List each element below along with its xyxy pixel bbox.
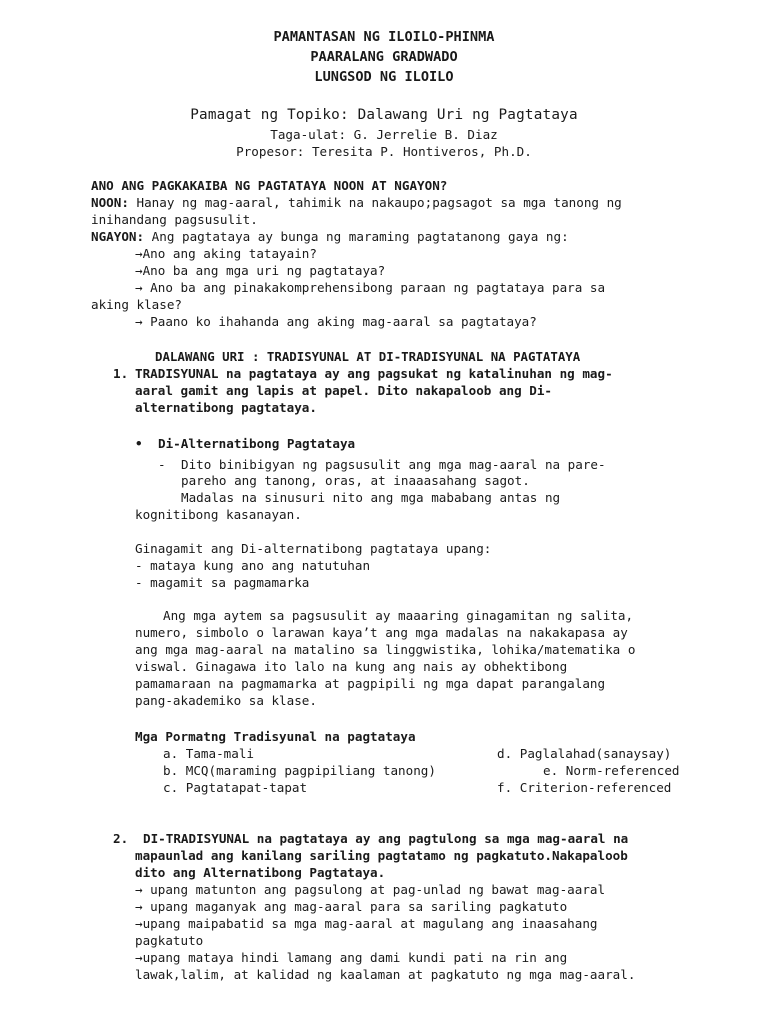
paragraph-line: ang mga mag-aaral na matalino sa linggwistika, lohika/matematika o [135,642,636,657]
paragraph-line: numero, simbolo o larawan kaya’t ang mga madalas na nakakapasa ay [135,625,628,640]
noon-label: NOON: [91,195,129,210]
list-number: 2. [113,831,129,846]
ngayon-line [91,228,569,245]
list-number: 1. [113,366,129,381]
used-item: - mataya kung ano ang natutuhan [135,558,371,573]
format-item: c. Pagtatapat-tapat [163,780,308,795]
question-item: → Ano ba ang pinakakomprehensibong paraan ng pagtataya para sa [135,280,606,295]
item1-text: aaral gamit ang lapis at papel. Dito nakapaloob ang Di- [135,383,553,398]
format-item: e. Norm-referenced [543,763,680,778]
paragraph-line: pang-akademiko sa klase. [135,693,317,708]
noon-line [91,194,622,211]
noon-text-cont: inihandang pagsusulit. [91,212,258,227]
purpose-item-cont: pagkatuto [135,933,204,948]
dash-text: pareho ang tanong, oras, at inaaasahang sagot. [181,473,530,488]
paragraph-line: viswal. Ginagawa ito lalo na kung ang nais ay obhektibong [135,659,568,674]
purpose-item: →upang mataya hindi lamang ang dami kundi pati na rin ang [135,950,568,965]
dash-marker: - [158,457,166,472]
item2-text: DI-TRADISYUNAL na pagtataya ay ang pagtulong sa mga mag-aaral na [143,831,629,846]
purpose-item: →upang maipabatid sa mga mag-aaral at magulang ang inaasahang [135,916,598,931]
format-item: a. Tama-mali [163,746,254,761]
used-item: - magamit sa pagmamarka [135,575,310,590]
purpose-item: → upang maganyak ang mag-aaral para sa sariling pagkatuto [135,899,568,914]
item1-text: TRADISYUNAL na pagtataya ay ang pagsukat ng katalinuhan ng mag- [135,366,613,381]
format-item: b. MCQ(maraming pagpipiliang tanong) [163,763,436,778]
question-item: → Paano ko ihahanda ang aking mag-aaral sa pagtataya? [135,314,537,329]
bullet-title: Di-Alternatibong Pagtataya [158,436,356,451]
dash-text: Madalas na sinusuri nito ang mga mababang antas ng [181,490,561,505]
item2-text: dito ang Alternatibong Pagtataya. [135,865,386,880]
question-item: →Ano ang aking tatayain? [135,246,317,261]
purpose-item-cont: lawak,lalim, at kalidad ng kaalaman at pagkatuto ng mga mag-aaral. [135,967,636,982]
purpose-item: → upang matunton ang pagsulong at pag-unlad ng bawat mag-aaral [135,882,606,897]
section-question: ANO ANG PAGKAKAIBA NG PAGTATAYA NOON AT NGAYON? [91,178,448,193]
paragraph-line: pamamaraan na pagmamarka at pagpipili ng mga dapat parangalang [135,676,606,691]
city-name: LUNGSOD NG ILOILO [314,69,454,85]
dash-text: kognitibong kasanayan. [135,507,302,522]
format-item: f. Criterion-referenced [497,780,672,795]
bullet-dot: • [135,436,143,451]
university-name: PAMANTASAN NG ILOILO-PHINMA [273,29,495,45]
reporter-line: Taga-ulat: G. Jerrelie B. Diaz [270,127,498,142]
item2-text: mapaunlad ang kanilang sariling pagtatamo ng pagkatuto.Nakapaloob [135,848,628,863]
ngayon-label: NGAYON: [91,229,145,244]
question-item-cont: aking klase? [91,297,182,312]
topic-title: Pamagat ng Topiko: Dalawang Uri ng Pagtataya [190,107,578,123]
dash-text: Dito binibigyan ng pagsusulit ang mga mag-aaral na pare- [181,457,606,472]
item1-text: alternatibong pagtataya. [135,400,317,415]
section-heading: DALAWANG URI : TRADISYUNAL AT DI-TRADISYUNAL NA PAGTATAYA [155,349,581,364]
paragraph-line: Ang mga aytem sa pagsusulit ay maaaring ginagamitan ng salita, [163,608,634,623]
formats-title: Mga Pormatng Tradisyunal na pagtataya [135,729,416,744]
ngayon-text: Ang pagtataya ay bunga ng maraming pagtatanong gaya ng: [144,229,569,244]
school-name: PAARALANG GRADWADO [310,49,458,65]
format-item: d. Paglalahad(sanaysay) [497,746,672,761]
noon-text: Hanay ng mag-aaral, tahimik na nakaupo;pagsagot sa mga tanong ng [128,195,622,210]
used-intro: Ginagamit ang Di-alternatibong pagtataya upang: [135,541,492,556]
question-item: →Ano ba ang mga uri ng pagtataya? [135,263,386,278]
professor-line: Propesor: Teresita P. Hontiveros, Ph.D. [236,144,532,159]
